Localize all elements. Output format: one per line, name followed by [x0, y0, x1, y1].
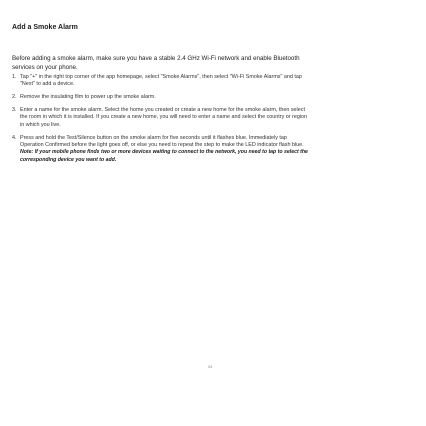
step-text: Remove the insulating film to power up the smoke alarm.	[20, 94, 156, 101]
page-number: 04	[208, 364, 213, 369]
list-item-step-4	[12, 135, 312, 164]
list-item-step-3	[12, 107, 312, 129]
step-number: 3.	[12, 107, 17, 113]
step-text: Press and hold the Test/Silence button on the smoke alarm for five seconds until it flashes blue. Immediately tap Operation Confirmed before the light goes off, or else you need to repeat the step to make the LED indicator flash blue.	[20, 134, 304, 149]
step-text: Tap "+" in the right top corner of the app homepage, select "Smoke Alarms", then select "Wi-Fi Smoke Alarms" and tap "Next" to add a device.	[20, 74, 302, 88]
page-title: Add a Smoke Alarm	[12, 24, 78, 31]
list-item-step-2	[12, 94, 312, 101]
step-number: 4.	[12, 134, 17, 141]
step-number: 2.	[12, 94, 17, 101]
step-text: Enter a name for the smoke alarm. Select the home you created or create a new home for the smoke alarm, then select the room in which it is installed. If you create a new home, you will need to enter a name and select the country or region in which you live.	[20, 107, 308, 128]
steps-list	[12, 74, 312, 169]
intro-paragraph: Before adding a smoke alarm, make sure you have a stable 2.4 GHz Wi-Fi network and enable Bluetooth services on your phone.	[12, 55, 300, 71]
step-number: 1.	[12, 74, 17, 80]
list-item-step-1	[12, 74, 312, 89]
note-text: Note: If your mobile phone finds two or more devices waiting to connect to the network, you need to tap to select the corresponding device you want to add.	[20, 149, 308, 163]
